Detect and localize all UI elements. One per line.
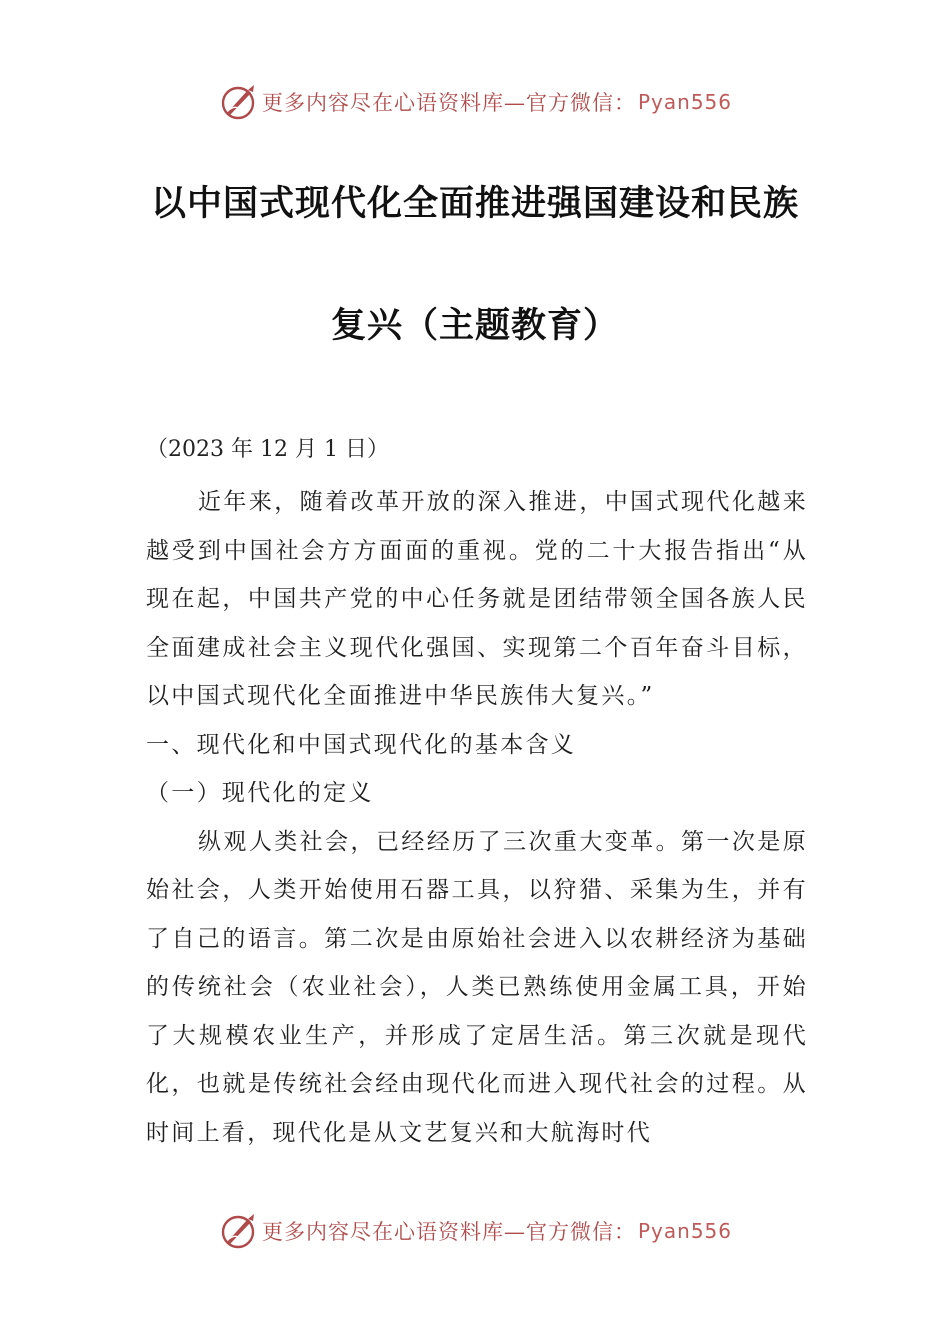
document-title-line-2: 复兴（主题教育） xyxy=(330,306,619,346)
watermark-wechat-id: Pyan556 xyxy=(637,90,732,114)
watermark-text: 更多内容尽在心语资料库—官方微信： xyxy=(261,1220,636,1244)
section-heading: 一、现代化和中国式现代化的基本含义 xyxy=(146,731,577,758)
document-date: （2023 年 12 月 1 日） xyxy=(146,437,389,462)
quill-pen-logo-icon xyxy=(218,82,258,122)
document-title-line-1: 以中国式现代化全面推进强国建设和民族 xyxy=(150,184,799,224)
paragraph-modernization-definition: 纵观人类社会，已经经历了三次重大变革。第一次是原始社会，人类开始使用石器工具，以狩猎、采集为生，并有了自己的语言。第二次是由原始社会进入以农耕经济为基础的传统社会（农业社会），人类已熟练使用金属工具，开始了大规模农业生产，并形成了定居生活。第三次就是现代化，也就是传统社会经由现代化而进入现代社会的过程。从时间上看，现代化是从文艺复兴和大航海时代 xyxy=(146,828,808,1146)
subsection-heading: （一）现代化的定义 xyxy=(146,780,374,806)
watermark-wechat-id: Pyan556 xyxy=(637,1219,732,1243)
watermark-banner-bottom xyxy=(0,1209,950,1253)
watermark-text: 更多内容尽在心语资料库—官方微信： xyxy=(261,91,636,115)
paragraph-intro: 近年来，随着改革开放的深入推进，中国式现代化越来越受到中国社会方方面面的重视。党的二十大报告指出“从现在起，中国共产党的中心任务就是团结带领全国各族人民全面建成社会主义现代化强国、实现第二个百年奋斗目标，以中国式现代化全面推进中华民族伟大复兴。” xyxy=(146,489,808,709)
watermark-banner-top xyxy=(0,80,950,124)
quill-pen-logo-icon xyxy=(218,1211,258,1251)
document-body xyxy=(146,478,808,1157)
